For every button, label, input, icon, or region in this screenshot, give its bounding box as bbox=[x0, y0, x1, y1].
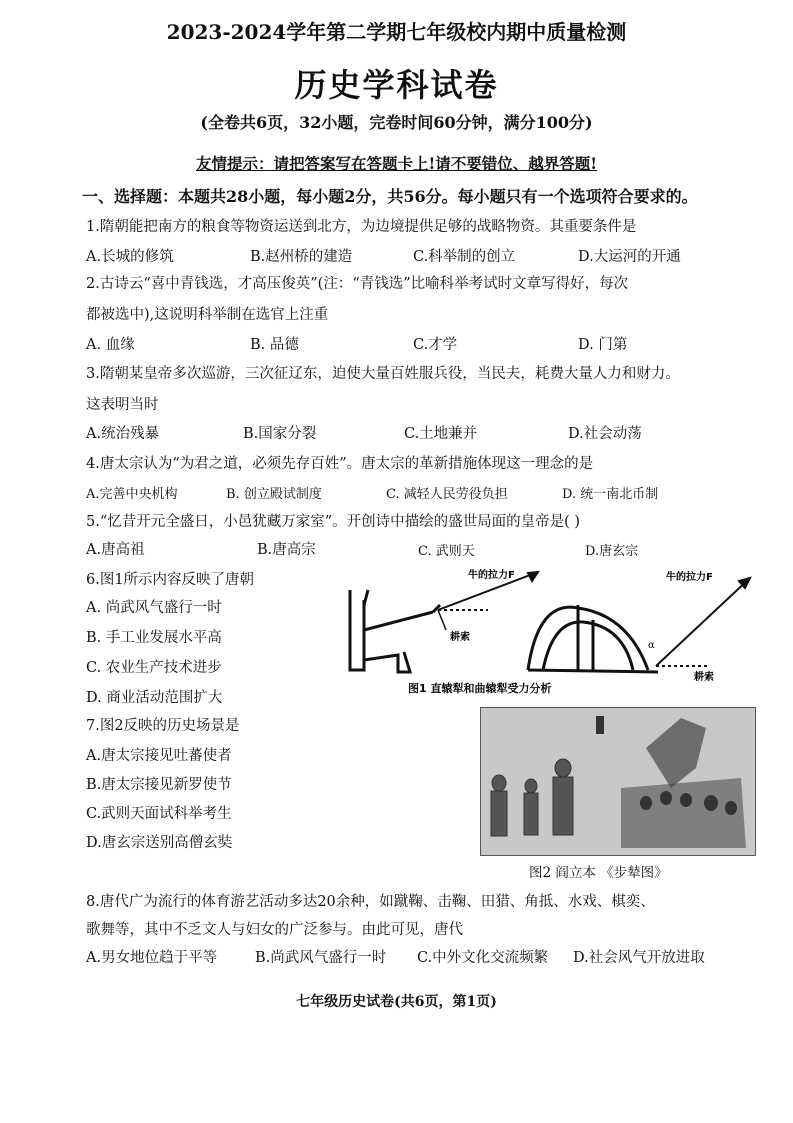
q3-stem: 3.隋朝某皇帝多次巡游，三次征辽东，迫使大量百姓服兵役，当民夫，耗费大量人力和财力。 bbox=[86, 366, 680, 382]
exam-header-line: 2023-2024学年第二学期七年级校内期中质量检测 bbox=[166, 20, 627, 44]
left-rope-label: 耕索 bbox=[450, 632, 470, 643]
fig1-caption: 图1 直辕犁和曲辕犁受力分析 bbox=[408, 682, 552, 695]
q5-option-a: A.唐高祖 bbox=[86, 542, 145, 558]
friendly-tip: 友情提示：请把答案写在答题卡上!请不要错位、越界答题! bbox=[195, 154, 598, 173]
q2-option-d: D. 门第 bbox=[578, 337, 628, 353]
q6-option-c: C. 农业生产技术进步 bbox=[86, 660, 222, 676]
q6-option-d: D. 商业活动范围扩大 bbox=[86, 690, 223, 706]
exam-info: (全卷共6页，32小题，完卷时间60分钟，满分100分) bbox=[200, 113, 593, 132]
q3-option-a: A.统治残暴 bbox=[86, 426, 160, 442]
q5-option-d: D.唐玄宗 bbox=[585, 544, 639, 559]
q3-option-c: C.土地兼并 bbox=[404, 426, 478, 442]
left-force-label: 牛的拉力F bbox=[468, 570, 515, 581]
q8-option-d: D.社会风气开放进取 bbox=[573, 950, 705, 966]
q2-stem: 2.古诗云“喜中青钱选，才高压俊英”(注：“青钱选”比喻科举考试时文章写得好，每次 bbox=[86, 276, 629, 292]
q5-stem: 5.“忆昔开元全盛日，小邑犹藏万家室”。开创诗中描绘的盛世局面的皇帝是( ) bbox=[86, 514, 581, 530]
q7-option-b: B.唐太宗接见新罗使节 bbox=[86, 777, 232, 793]
q7-option-d: D.唐玄宗送别高僧玄奘 bbox=[86, 835, 233, 851]
page-footer: 七年级历史试卷(共6页，第1页) bbox=[296, 994, 497, 1010]
q4-option-c: C. 减轻人民劳役负担 bbox=[386, 487, 508, 502]
q2-option-c: C.才学 bbox=[413, 337, 458, 353]
q8-stem-cont: 歌舞等，其中不乏文人与妇女的广泛参与。由此可见，唐代 bbox=[86, 922, 463, 938]
q7-option-a: A.唐太宗接见吐蕃使者 bbox=[86, 748, 232, 764]
fig2-caption: 图2 阎立本 《步辇图》 bbox=[529, 865, 668, 881]
q3-stem-cont: 这表明当时 bbox=[86, 397, 159, 413]
q4-option-a: A.完善中央机构 bbox=[86, 487, 178, 502]
q7-option-c: C.武则天面试科举考生 bbox=[86, 806, 232, 822]
q1-stem: 1.隋朝能把南方的粮食等物资运送到北方，为边境提供足够的战略物资。其重要条件是 bbox=[86, 219, 637, 235]
right-force-arrow bbox=[656, 578, 750, 666]
right-rope-label: 耕索 bbox=[694, 672, 714, 683]
right-force-label: 牛的拉力F bbox=[666, 572, 713, 583]
q4-stem: 4.唐太宗认为“为君之道，必须先存百姓”。唐太宗的革新措施体现这一理念的是 bbox=[86, 456, 594, 472]
q8-stem: 8.唐代广为流行的体育游艺活动多达20余种，如蹴鞠、击鞠、田猎、角抵、水戏、棋奕、 bbox=[86, 894, 655, 910]
q2-option-b: B. 品德 bbox=[250, 337, 299, 353]
section-heading: 一、选择题：本题共28小题，每小题2分，共56分。每小题只有一个选项符合要求的。 bbox=[82, 187, 698, 206]
q8-option-c: C.中外文化交流频繁 bbox=[417, 950, 549, 966]
straight-shaft-plough bbox=[350, 590, 440, 672]
exam-title: 历史学科试卷 bbox=[294, 66, 499, 104]
curved-shaft-plough bbox=[528, 605, 658, 672]
q4-option-b: B. 创立殿试制度 bbox=[226, 487, 322, 502]
q6-stem: 6.图1所示内容反映了唐朝 bbox=[86, 572, 255, 588]
q6-option-a: A. 尚武风气盛行一时 bbox=[86, 600, 222, 616]
q6-option-b: B. 手工业发展水平高 bbox=[86, 630, 222, 646]
q2-option-a: A. 血缘 bbox=[86, 337, 135, 353]
q1-option-d: D.大运河的开通 bbox=[578, 249, 681, 265]
q2-stem-cont: 都被选中),这说明科举制在选官上注重 bbox=[86, 307, 329, 323]
q7-stem: 7.图2反映的历史场景是 bbox=[86, 718, 240, 734]
q4-option-d: D. 统一南北币制 bbox=[562, 487, 659, 502]
q5-option-b: B.唐高宗 bbox=[257, 542, 316, 558]
q3-option-b: B.国家分裂 bbox=[243, 426, 317, 442]
q1-option-b: B.赵州桥的建造 bbox=[250, 249, 353, 265]
q1-option-c: C.科举制的创立 bbox=[413, 249, 516, 265]
q8-option-a: A.男女地位趋于平等 bbox=[86, 950, 218, 966]
painting-image bbox=[480, 707, 756, 856]
painting-figures bbox=[481, 708, 755, 855]
q8-option-b: B.尚武风气盛行一时 bbox=[255, 950, 387, 966]
angle-label: α bbox=[648, 640, 655, 651]
q5-option-c: C. 武则天 bbox=[418, 544, 475, 559]
q3-option-d: D.社会动荡 bbox=[568, 426, 642, 442]
plough-force-diagram bbox=[338, 560, 758, 695]
q1-option-a: A.长城的修筑 bbox=[86, 249, 174, 265]
